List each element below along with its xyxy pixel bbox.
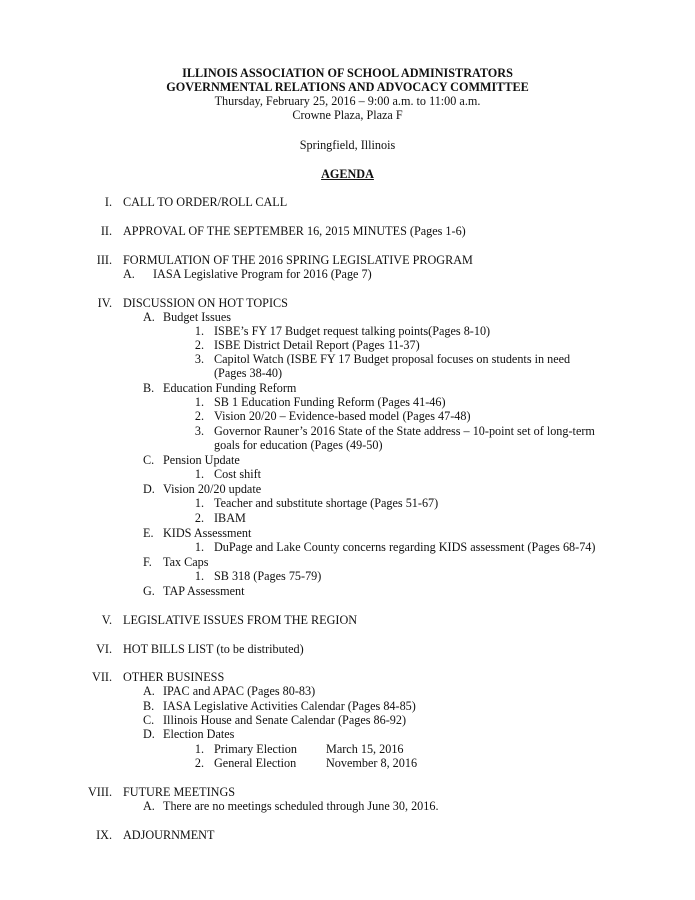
section-number: VI.	[96, 642, 112, 656]
item-text: DuPage and Lake County concerns regarding KIDS assessment (Pages 68-74)	[214, 540, 596, 554]
item-number: 2.	[194, 409, 204, 423]
agenda-title: AGENDA	[321, 167, 374, 181]
sub-letter: D.	[143, 482, 155, 496]
item-text: Capitol Watch (ISBE FY 17 Budget proposal focuses on students in need	[214, 352, 571, 366]
item-number: 1.	[194, 395, 204, 409]
sub-text: KIDS Assessment	[163, 526, 252, 540]
sub-letter: A.	[143, 310, 155, 324]
item-number: 1.	[194, 540, 204, 554]
sub-letter: B.	[143, 699, 155, 713]
sub-text: Illinois House and Senate Calendar (Pages 86-92)	[163, 713, 407, 727]
item-text: (Pages 38-40)	[214, 366, 283, 380]
sub-letter: E.	[143, 526, 154, 540]
sub-letter: A.	[143, 684, 155, 698]
section-title: CALL TO ORDER/ROLL CALL	[123, 195, 288, 209]
sub-text: IPAC and APAC (Pages 80-83)	[163, 684, 316, 698]
section-number: III.	[96, 253, 112, 267]
election-date: November 8, 2016	[326, 756, 418, 770]
committee-name: GOVERNMENTAL RELATIONS AND ADVOCACY COMMITTEE	[166, 80, 529, 94]
sub-letter: B.	[143, 381, 155, 395]
section-title: FUTURE MEETINGS	[123, 785, 236, 799]
section-title: LEGISLATIVE ISSUES FROM THE REGION	[123, 613, 358, 627]
item-text: goals for education (Pages (49-50)	[214, 438, 383, 452]
item-number: 1.	[194, 742, 204, 756]
item-number: 1.	[194, 467, 204, 481]
item-number: 1.	[194, 496, 204, 510]
item-number: 1.	[194, 324, 204, 338]
item-text: ISBE’s FY 17 Budget request talking points(Pages 8-10)	[214, 324, 491, 338]
meeting-venue: Crowne Plaza, Plaza F	[292, 108, 403, 122]
section-number: VII.	[92, 670, 112, 684]
item-number: 3.	[194, 352, 204, 366]
org-name: ILLINOIS ASSOCIATION OF SCHOOL ADMINISTRATORS	[182, 66, 513, 80]
election-date: March 15, 2016	[326, 742, 404, 756]
item-text: IBAM	[214, 511, 246, 525]
section-title: HOT BILLS LIST (to be distributed)	[123, 642, 304, 656]
item-number: 1.	[194, 569, 204, 583]
sub-text: Pension Update	[163, 453, 240, 467]
section-number: I.	[104, 195, 112, 209]
item-text: Cost shift	[214, 467, 262, 481]
item-text: ISBE District Detail Report (Pages 11-37)	[214, 338, 420, 352]
item-text: Teacher and substitute shortage (Pages 51-67)	[214, 496, 439, 510]
item-text: General Election	[214, 756, 297, 770]
sub-text: IASA Legislative Program for 2016 (Page 7)	[153, 267, 372, 281]
item-text: SB 1 Education Funding Reform (Pages 41-46)	[214, 395, 446, 409]
sub-letter: F.	[143, 555, 152, 569]
item-number: 3.	[194, 424, 204, 438]
section-number: V.	[101, 613, 112, 627]
section-title: FORMULATION OF THE 2016 SPRING LEGISLATIVE PROGRAM	[123, 253, 473, 267]
sub-letter: A.	[143, 799, 155, 813]
item-text: Primary Election	[214, 742, 297, 756]
sub-text: Vision 20/20 update	[163, 482, 262, 496]
sub-letter: C.	[143, 713, 155, 727]
item-number: 2.	[194, 756, 204, 770]
section-title: ADJOURNMENT	[123, 828, 215, 842]
meeting-city: Springfield, Illinois	[299, 138, 396, 152]
sub-letter: A.	[123, 267, 135, 281]
section-title: OTHER BUSINESS	[123, 670, 225, 684]
section-title: DISCUSSION ON HOT TOPICS	[123, 296, 288, 310]
item-number: 2.	[194, 338, 204, 352]
section-number: IX.	[96, 828, 112, 842]
section-title: APPROVAL OF THE SEPTEMBER 16, 2015 MINUTES (Pages 1-6)	[123, 224, 466, 238]
item-text: Vision 20/20 – Evidence-based model (Pages 47-48)	[214, 409, 471, 423]
sub-text: Election Dates	[163, 727, 235, 741]
item-text: SB 318 (Pages 75-79)	[214, 569, 322, 583]
sub-text: Tax Caps	[163, 555, 209, 569]
section-number: VIII.	[87, 785, 112, 799]
item-text: Governor Rauner’s 2016 State of the State address – 10-point set of long-term	[214, 424, 595, 438]
sub-letter: D.	[143, 727, 155, 741]
sub-text: TAP Assessment	[163, 584, 245, 598]
meeting-date-time: Thursday, February 25, 2016 – 9:00 a.m. to 11:00 a.m.	[214, 94, 481, 108]
section-number: II.	[100, 224, 112, 238]
section-number: IV.	[97, 296, 112, 310]
sub-text: There are no meetings scheduled through June 30, 2016.	[163, 799, 439, 813]
sub-text: Budget Issues	[163, 310, 232, 324]
sub-text: IASA Legislative Activities Calendar (Pages 84-85)	[163, 699, 416, 713]
item-number: 2.	[194, 511, 204, 525]
sub-letter: C.	[143, 453, 155, 467]
sub-text: Education Funding Reform	[163, 381, 297, 395]
sub-letter: G.	[143, 584, 155, 598]
